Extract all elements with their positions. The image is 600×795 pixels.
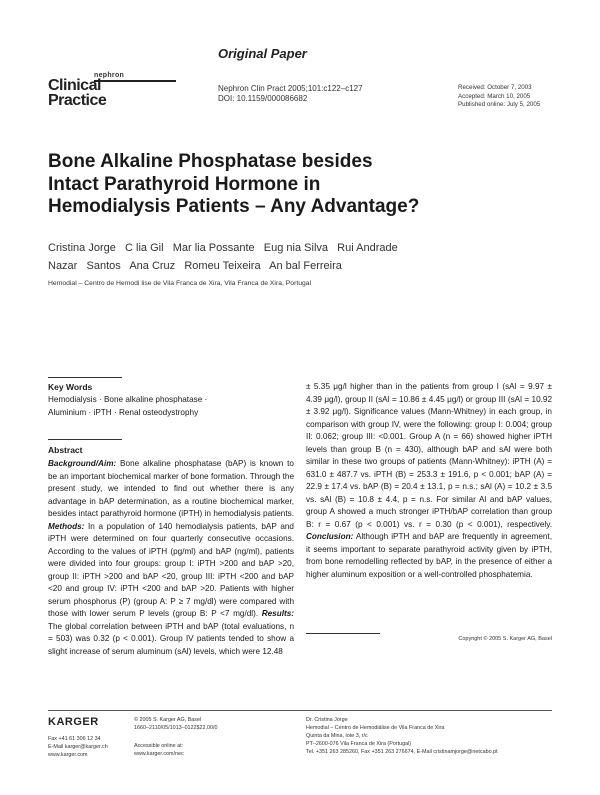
background-label: Background/Aim: [48,459,117,468]
doi-label: DOI: [218,94,237,103]
logo-line2: Practice [48,92,107,109]
corr-street: Quinta da Mina, lote 3, r/c [306,733,368,739]
publication-info [134,716,218,732]
pub-copyright: © 2005 S. Karger AG, Basel [134,717,202,723]
keywords-line1: Hemodialysis · Bone alkaline phosphatase · [48,395,208,404]
publisher-email[interactable]: E-Mail karger@karger.ch [48,744,108,750]
results-label: Results: [261,609,294,618]
abstract-rule [48,439,122,440]
publisher-fax: Fax +41 61 306 12 34 [48,736,101,742]
title-line3: Hemodialysis Patients – Any Advantage? [48,196,420,217]
abstract-copyright: Copyright © 2005 S. Karger AG, Basel [458,636,552,642]
accepted-date: Accepted: March 10, 2005 [458,92,531,100]
correspondence [306,716,556,756]
keywords-rule [48,377,122,378]
abstract-right-column [306,381,552,581]
results-continued-text: ± 5.35 μg/l higher than in the patients from group I (sAl = 9.97 ± 4.39 μg/l), group II (sAl = 10.86 ± 4.45 μg/l) or group III (sAl = 10.92 ± 3.92 μg/l). Significance values (Mann-Whitney) in each group, in comparison with group IV, were the following: group I: 0.004; group II: 0.062; group III: <0.001. Group A (n = 66) showed higher iPTH levels than group B (n = 430), although bAP and sAl were both similar in these two groups of patients (Mann-Whitney): iPTH (A) = 631.0 ± 487.7 vs. iPTH (B) = 253.3 ± 191.6, p < 0.001; bAP (A) = 22.9 ± 17.4 vs. bAP (B) = 20.4 ± 13.1, p = n.s.; sAl (A) = 10.2 ± 3.5 vs. sAl (B) = 10.8 ± 4.4, p = n.s. For similar Al and bAP values, group A showed a much stronger iPTH/bAP correlation than group B: r = 0.67 (p < 0.001) vs. r = 0.30 (p < 0.001), respectively. [306,382,552,529]
publisher-web[interactable]: www.karger.com [48,752,88,758]
conclusion-text: Although iPTH and bAP are frequently in agreement, it seems important to separate parathyroid activity given by iPTH, from bone remodelling reflected by bAP, in the presence of either a higher aluminum exposition or a well-controlled phosphatemia. [306,532,552,579]
corr-name: Dr. Cristina Jorge [306,717,348,723]
article-title [48,151,568,219]
abstract-end-rule [306,633,380,634]
section-label: Original Paper [218,46,307,61]
logo-bar [94,80,176,82]
author-list [48,239,568,275]
conclusion-label: Conclusion: [306,532,354,541]
logo-small-text: nephron [94,72,125,79]
abstract-paragraph-right [306,381,552,581]
abstract-left-column [48,458,294,658]
keywords-heading: Key Words [48,382,93,392]
methods-label: Methods: [48,521,85,531]
abstract-paragraph-left [48,458,294,658]
logo-line1: Clinical [48,77,101,94]
keywords-line2: Aluminium · iPTH · Renal osteodystrophy [48,407,199,417]
access-url[interactable]: www.karger.com/nec [134,751,184,757]
keywords-text [48,394,298,419]
journal-logo [48,72,178,112]
authors-line1: Cristina Jorge C lia Gil Mar lia Possante Eug nia Silva Rui Andrade [48,242,398,254]
corr-contact: Tel. +351 263 285260, Fax +351 263 276674, E-Mail cristinamjorge@netcabo.pt [306,749,498,755]
affiliation: Hemodial – Centro de Hemodi lise de Vila Franca de Xira, Vila Franca de Xira, Portugal [48,280,312,287]
results-text: The global correlation between iPTH and bAP (total evaluations, n = 503) was 0.32 (p < 0.001). Group IV patients tended to show a slight increase of serum aluminum (sAl) levels, which were 12.48 [48,621,294,656]
access-label: Accessible online at: [134,743,184,749]
pub-issn: 1660–2110/05/1013–0122$22.00/0 [134,725,218,731]
background-text: Bone alkaline phosphatase (bAP) is known to be an important biochemical marker of bone formation. Through the present study, we intended to find out whether there is any advantage in bAP determination, as a routine biochemical marker, besides intact parathyroid hormone (iPTH) in hemodialysis patients. [48,459,294,518]
methods-text: In a population of 140 hemodialysis patients, bAP and iPTH were determined on four quarterly consecutive occasions. According to the values of iPTH (pg/ml) and bAP (ng/ml), patients were divided into four groups: group I: iPTH >200 and bAP >20, group II: iPTH >200 and bAP <20, group III: iPTH <200 and bAP <20 and group IV: iPTH <200 and bAP >20. Patients with higher serum phosphorus (P) (group A: P ≥ 7 mg/dl) were compared with those with lower serum P levels (group B: P <7 mg/dl). [48,521,294,618]
footer-rule [48,710,552,711]
published-date: Published online: July 5, 2005 [458,101,541,109]
article-dates [458,84,540,110]
journal-citation-block [218,84,363,104]
corr-institution: Hemodial – Centro de Hemodiálise de Vila Franca de Xira [306,725,445,731]
doi-line [218,94,363,104]
title-line2: Intact Parathyroid Hormone in [48,173,321,195]
abstract-heading: Abstract [48,445,83,455]
authors-line2: Nazar Santos Ana Cruz Romeu Teixeira An bal Ferreira [48,260,342,272]
doi-link[interactable]: 10.1159/000086682 [236,94,308,103]
received-date: Received: October 7, 2003 [458,84,532,91]
journal-citation: Nephron Clin Pract 2005;101:c122–c127 [218,84,363,93]
title-line1: Bone Alkaline Phosphatase besides [48,151,373,172]
online-access [134,742,184,758]
corr-city: PT–2600-076 Vila Franca de Xira (Portugal) [306,741,412,747]
karger-logo: KARGER [48,716,99,728]
publisher-contact [48,735,108,759]
